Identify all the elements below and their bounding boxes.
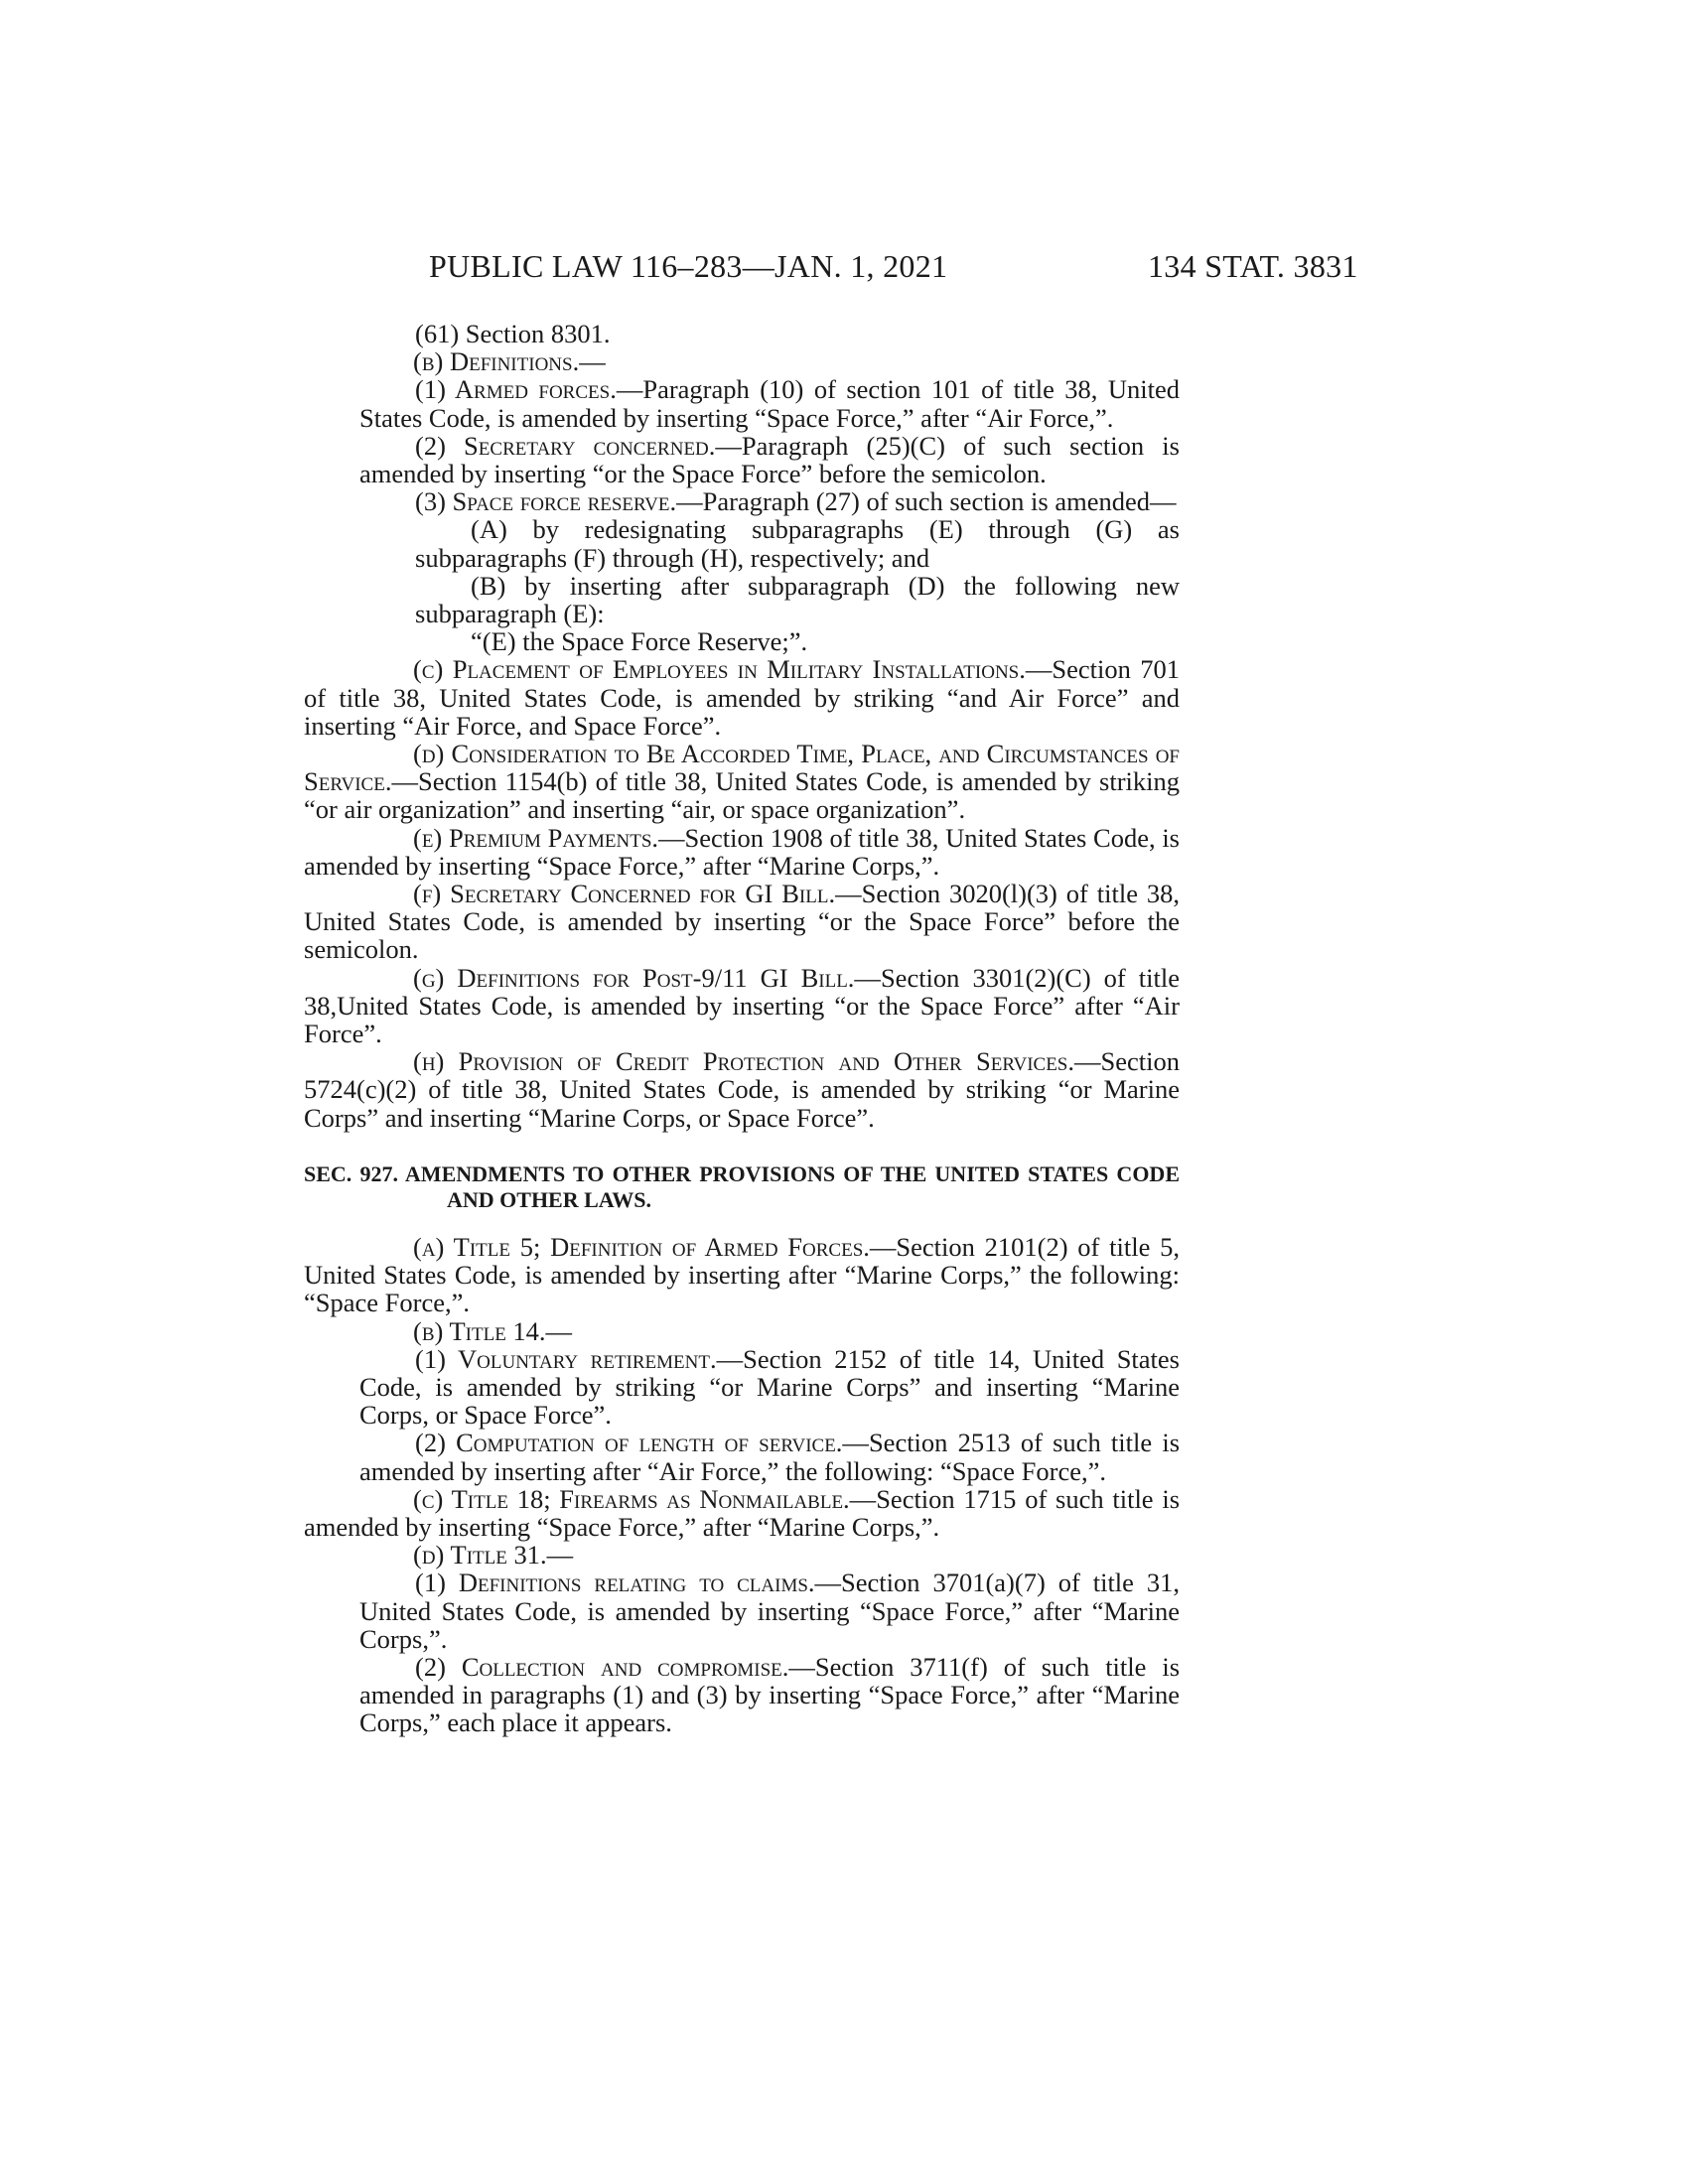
paragraph-heading: (1) Armed forces.— <box>415 374 643 405</box>
paragraph <box>304 655 1180 740</box>
paragraph-heading: (2) Secretary concerned.— <box>415 430 742 461</box>
paragraph-heading: (b) Title 14.— <box>413 1315 573 1346</box>
paragraph-text: Paragraph (10) of section 101 of title 38, United States Code, is amended by inserting “Space Force,” after “Air Force,”. <box>359 374 1180 433</box>
paragraph <box>359 487 1180 515</box>
paragraph <box>304 1541 1180 1569</box>
paragraph-text: Section 2513 of such title is amended by inserting after “Air Force,” the following: “Space Force,”. <box>359 1428 1181 1486</box>
header-title: PUBLIC LAW 116–283—JAN. 1, 2021 <box>429 248 948 284</box>
paragraph-heading: (1) Definitions relating to claims.— <box>415 1568 842 1598</box>
paragraph-text: (B) by inserting after subparagraph (D) the following new subparagraph (E): <box>415 570 1180 629</box>
paragraph-text: Paragraph (25)(C) of such section is amended by inserting “or the Space Force” before the semicolon. <box>359 430 1180 489</box>
paragraph-text: Section 2152 of title 14, United States Code, is amended by striking “or Marine Corps” and inserting “Marine Corps, or Space Force”. <box>359 1343 1180 1431</box>
paragraph-heading: (2) Collection and compromise.— <box>415 1651 815 1682</box>
paragraph-text: Section 3701(a)(7) of title 31, United States Code, is amended by inserting “Space Force,” after “Marine Corps,”. <box>359 1568 1180 1654</box>
paragraph-heading: (d) Consideration to Be Accorded Time, Place, and Circumstances of Service.— <box>304 739 1180 797</box>
paragraph <box>359 432 1180 487</box>
paragraph <box>304 1317 1180 1345</box>
paragraph <box>415 515 1180 571</box>
paragraph <box>304 347 1180 375</box>
paragraph <box>304 740 1180 824</box>
paragraph-text: (61) Section 8301. <box>415 319 611 348</box>
paragraph-text: “(E) the Space Force Reserve;”. <box>471 626 808 657</box>
paragraph-text: Section 1908 of title 38, United States Code, is amended by inserting “Space Force,” after “Marine Corps,”. <box>304 822 1180 881</box>
paragraph-block-definitions <box>304 320 1180 1132</box>
paragraph <box>304 1233 1180 1317</box>
paragraph-text: Section 2101(2) of title 5, United States Code, is amended by inserting after “Marine Corps,” the following: “Space Force,”. <box>304 1231 1180 1318</box>
paragraph-text: Section 701 of title 38, United States Code, is amended by striking “and Air Force” and inserting “Air Force, and Space Force”. <box>304 654 1180 741</box>
paragraph-heading: (c) Title 18; Firearms as Nonmailable.— <box>413 1483 877 1514</box>
paragraph-heading: (c) Placement of Employees in Military Installations.— <box>413 654 1053 685</box>
document-body <box>304 320 1180 1737</box>
paragraph-heading: (b) Definitions.— <box>413 346 606 377</box>
paragraph-text: (A) by redesignating subparagraphs (E) through (G) as subparagraphs (F) through (H), respectively; and <box>415 514 1180 573</box>
paragraph <box>471 627 1180 655</box>
paragraph-block-sec-927 <box>304 1233 1180 1737</box>
paragraph <box>304 824 1180 880</box>
paragraph-text: Section 3020(l)(3) of title 38, United States Code, is amended by inserting “or the Space Force” before the semicolon. <box>304 879 1181 965</box>
paragraph <box>359 1569 1180 1653</box>
paragraph-text: Section 1154(b) of title 38, United States Code, is amended by striking “or air organization” and inserting “air, or space organization”. <box>304 766 1180 825</box>
paragraph <box>304 880 1180 964</box>
paragraph <box>359 1653 1180 1737</box>
paragraph-heading: (3) Space force reserve.— <box>415 486 703 517</box>
paragraph-text: Section 3301(2)(C) of title 38,United States Code, is amended by inserting “or the Space Force” after “Air Force”. <box>304 962 1180 1049</box>
paragraph <box>359 320 1180 347</box>
paragraph-text: Section 5724(c)(2) of title 38, United States Code, is amended by striking “or Marine Corps” and inserting “Marine Corps, or Space Force”. <box>304 1046 1180 1133</box>
section-heading: SEC. 927. AMENDMENTS TO OTHER PROVISIONS OF THE UNITED STATES CODE AND OTHER LAWS. <box>304 1160 1180 1212</box>
running-header <box>0 248 1688 288</box>
header-stat-page: 134 STAT. 3831 <box>1148 248 1358 284</box>
paragraph <box>304 964 1180 1048</box>
paragraph-heading: (a) Title 5; Definition of Armed Forces.— <box>413 1231 897 1262</box>
paragraph <box>304 1047 1180 1132</box>
paragraph-heading: (d) Title 31.— <box>413 1540 574 1570</box>
paragraph <box>359 1429 1180 1484</box>
paragraph-heading: (2) Computation of length of service.— <box>415 1428 869 1458</box>
paragraph-text: Paragraph (27) of such section is amended— <box>702 486 1177 517</box>
paragraph-text: Section 1715 of such title is amended by inserting “Space Force,” after “Marine Corps,”. <box>304 1483 1181 1542</box>
paragraph-heading: (h) Provision of Credit Protection and Other Services.— <box>413 1046 1101 1077</box>
paragraph-heading: (1) Voluntary retirement.— <box>415 1343 744 1374</box>
paragraph-heading: (f) Secretary Concerned for GI Bill.— <box>413 879 862 909</box>
paragraph <box>359 1345 1180 1430</box>
paragraph <box>415 572 1180 627</box>
paragraph-text: Section 3711(f) of such title is amended in paragraphs (1) and (3) by inserting “Space Force,” after “Marine Corps,” each place it appears. <box>359 1651 1181 1738</box>
paragraph-heading: (e) Premium Payments.— <box>413 822 685 853</box>
paragraph-heading: (g) Definitions for Post-9/11 GI Bill.— <box>413 962 881 993</box>
paragraph <box>359 375 1180 431</box>
paragraph <box>304 1485 1180 1541</box>
